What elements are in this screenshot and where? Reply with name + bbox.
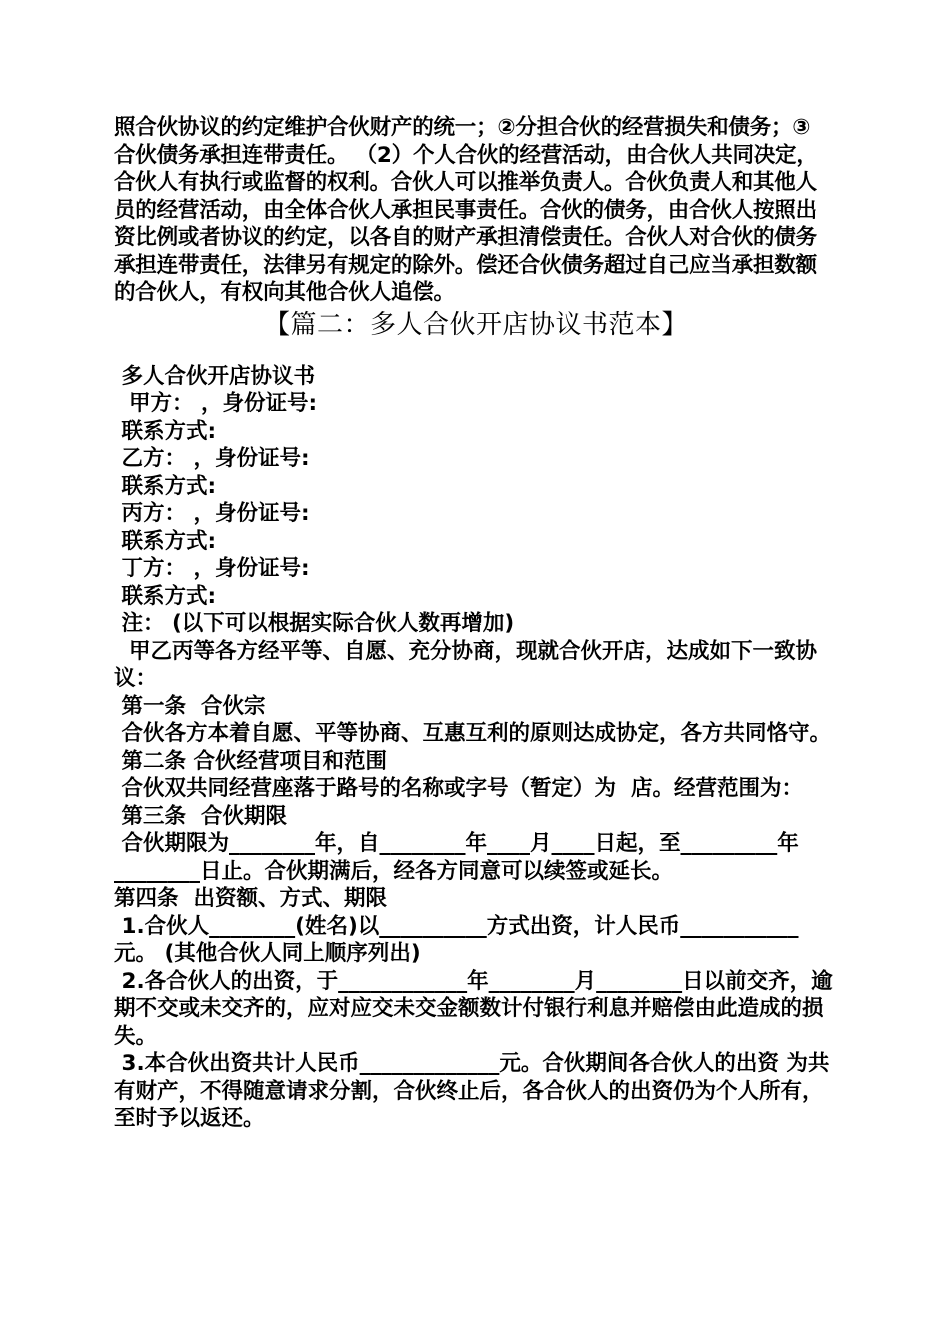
party-b-contact: 联系方式: <box>114 473 217 499</box>
article-1-title: 第一条 合伙宗 <box>114 693 266 719</box>
article-4-clause-3: 3.本合伙出资共计人民币_____________元。合伙期间各合伙人的出资 为共有财产，不得随意请求分割，合伙终止后，各合伙人的出资仍为个人所有，至时予以返还。 <box>114 1051 830 1131</box>
agreement-body <box>114 363 838 1133</box>
note-line: 注： (以下可以根据实际合伙人数再增加) <box>114 611 515 636</box>
article-3-body: 合伙期限为________年，自________年____月____日起，至_________年________日止。合伙期满后，经各方同意可以续签或延长。 <box>114 831 799 884</box>
agreement-title: 多人合伙开店协议书 <box>114 363 316 389</box>
party-a-contact: 联系方式: <box>114 418 217 444</box>
intro-paragraph: 照合伙协议的约定维护合伙财产的统一；②分担合伙的经营损失和债务；③ 合伙债务承担连带责任。 （2）个人合伙的经营活动，由合伙人共同决定，合伙人有执行或监督的权利。合伙人可以推举负责人。合伙负责人和其他人员的经营活动，由全体合伙人承担民事责任。合伙的债务，由合伙人按照出资比例或者协议的约定，以各自的财产承担清偿责任。合伙人对合伙的债务承担连带责任，法律另有规定的除外。偿还合伙债务超过自己应当承担数额的合伙人，有权向其他合伙人追偿。 <box>114 115 818 305</box>
party-d-line: 丁方： ，身份证号: <box>114 556 310 581</box>
section-heading: 【篇二：多人合伙开店协议书范本】 <box>263 309 688 340</box>
party-a-line: 甲方： ，身份证号: <box>114 391 318 416</box>
preamble-paragraph: 甲乙丙等各方经平等、自愿、充分协商，现就合伙开店，达成如下一致协议： <box>114 638 817 691</box>
article-4-clause-1: 1.合伙人________(姓名)以__________方式出资，计人民币___________元。 (其他合伙人同上顺序列出) <box>114 913 799 966</box>
article-1-body: 合伙各方本着自愿、平等协商、互惠互利的原则达成协定，各方共同恪守。 <box>114 721 832 746</box>
article-2-title: 第二条 合伙经营项目和范围 <box>114 748 387 774</box>
article-3-title: 第三条 合伙期限 <box>114 803 287 829</box>
party-c-contact: 联系方式: <box>114 528 217 554</box>
document-page <box>114 114 838 1133</box>
article-4-clause-2: 2.各合伙人的出资，于____________年________月________日以前交齐，逾期不交或未交齐的，应对应交未交金额数计付银行利息并赔偿由此造成的损失。 <box>114 968 833 1049</box>
article-4-title: 第四条 出资额、方式、期限 <box>114 886 387 911</box>
party-b-line: 乙方： ，身份证号: <box>114 446 310 471</box>
article-2-body: 合伙双共同经营座落于路号的名称或字号（暂定）为 店。经营范围为： <box>114 776 803 801</box>
party-d-contact: 联系方式: <box>114 583 217 609</box>
party-c-line: 丙方： ，身份证号: <box>114 501 310 526</box>
